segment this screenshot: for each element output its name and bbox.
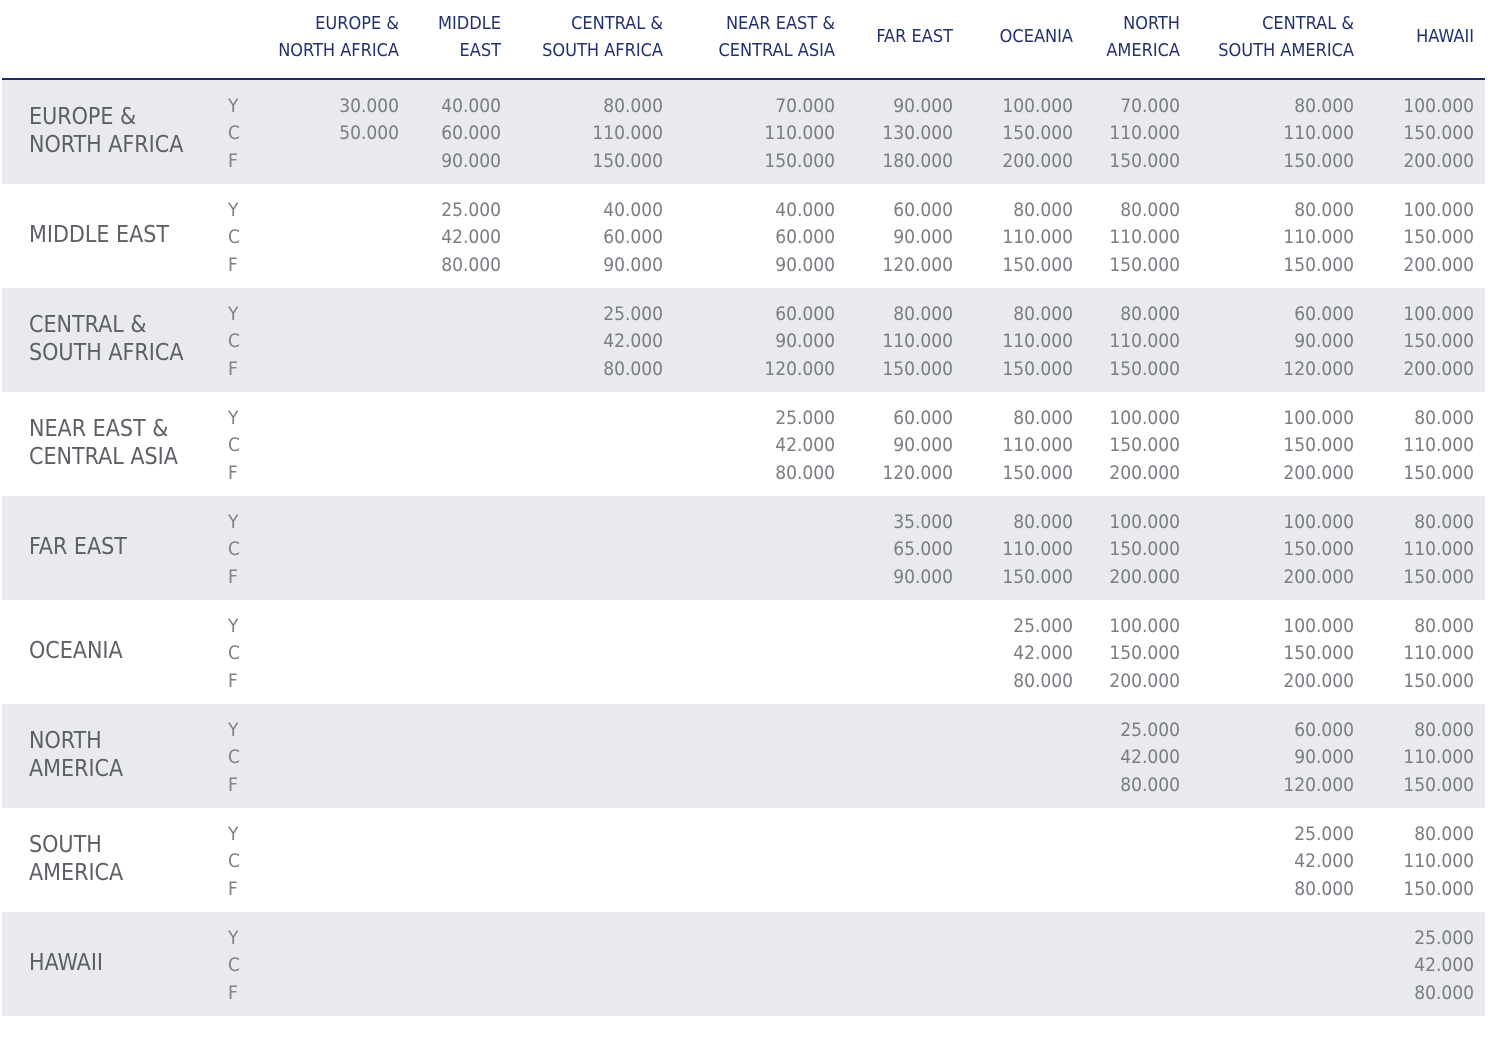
mileage-cell xyxy=(882,405,953,487)
class-code: Y xyxy=(228,511,239,533)
class-code: F xyxy=(228,877,238,900)
class-codes xyxy=(228,301,246,383)
mileage-value: 120.000 xyxy=(764,357,835,380)
class-codes xyxy=(228,509,246,591)
mileage-value: 80.000 xyxy=(775,461,835,484)
class-code: C xyxy=(228,122,240,145)
mileage-value: 100.000 xyxy=(1403,95,1474,117)
table-row xyxy=(2,392,1485,496)
mileage-cell xyxy=(1414,925,1474,1007)
mileage-value: 100.000 xyxy=(1283,407,1354,429)
region-label-line: EUROPE & xyxy=(29,104,137,130)
mileage-cell xyxy=(882,93,953,175)
mileage-value: 80.000 xyxy=(1120,773,1180,796)
mileage-value: 200.000 xyxy=(1283,669,1354,692)
mileage-value: 90.000 xyxy=(441,149,501,172)
region-label xyxy=(29,311,183,367)
mileage-cell xyxy=(1403,197,1474,279)
class-code: F xyxy=(228,461,238,484)
class-code: C xyxy=(228,642,240,665)
mileage-value: 80.000 xyxy=(1013,511,1073,533)
mileage-value: 80.000 xyxy=(1120,199,1180,221)
mileage-cell xyxy=(1283,613,1354,695)
column-header xyxy=(542,10,663,64)
mileage-value: 42.000 xyxy=(1013,642,1073,665)
class-code: F xyxy=(228,669,238,692)
mileage-cell xyxy=(893,509,953,591)
mileage-cell xyxy=(1109,301,1180,383)
mileage-cell xyxy=(1109,509,1180,591)
table-row xyxy=(2,80,1485,184)
region-label-line: FAR EAST xyxy=(29,534,127,560)
mileage-value: 90.000 xyxy=(603,253,663,276)
mileage-value: 150.000 xyxy=(1403,226,1474,249)
mileage-value: 150.000 xyxy=(1283,434,1354,457)
mileage-value: 150.000 xyxy=(1403,330,1474,353)
class-codes xyxy=(228,613,246,695)
mileage-value: 200.000 xyxy=(1109,461,1180,484)
mileage-cell xyxy=(1109,613,1180,695)
mileage-cell xyxy=(1283,197,1354,279)
mileage-cell xyxy=(1403,509,1474,591)
award-chart-table xyxy=(2,0,1485,1016)
mileage-value: 120.000 xyxy=(1283,773,1354,796)
region-label xyxy=(29,637,123,665)
mileage-value: 90.000 xyxy=(1294,746,1354,769)
mileage-value: 110.000 xyxy=(1403,850,1474,873)
mileage-cell xyxy=(1403,613,1474,695)
mileage-value: 200.000 xyxy=(1283,565,1354,588)
mileage-value: 65.000 xyxy=(893,538,953,561)
mileage-value: 60.000 xyxy=(893,407,953,429)
mileage-value: 150.000 xyxy=(764,149,835,172)
class-code: F xyxy=(228,773,238,796)
class-code: C xyxy=(228,954,240,977)
mileage-value: 80.000 xyxy=(1294,95,1354,117)
mileage-value: 70.000 xyxy=(1120,95,1180,117)
mileage-value: 25.000 xyxy=(1120,719,1180,741)
mileage-value: 110.000 xyxy=(1109,122,1180,145)
mileage-value: 60.000 xyxy=(1294,719,1354,741)
column-header-line: OCEANIA xyxy=(999,26,1073,47)
mileage-value: 60.000 xyxy=(893,199,953,221)
column-header xyxy=(278,10,399,64)
mileage-value: 42.000 xyxy=(603,330,663,353)
class-codes xyxy=(228,717,246,799)
mileage-value: 110.000 xyxy=(1002,226,1073,249)
class-code: Y xyxy=(228,199,239,221)
mileage-value: 150.000 xyxy=(1109,642,1180,665)
mileage-value: 150.000 xyxy=(592,149,663,172)
table-row xyxy=(2,808,1485,912)
mileage-value: 150.000 xyxy=(1283,538,1354,561)
mileage-value: 25.000 xyxy=(1013,615,1073,637)
region-label-line: MIDDLE EAST xyxy=(29,222,169,248)
mileage-value: 100.000 xyxy=(1109,615,1180,637)
mileage-value: 25.000 xyxy=(775,407,835,429)
mileage-cell xyxy=(1294,821,1354,903)
column-header xyxy=(1000,23,1073,50)
mileage-cell xyxy=(603,301,663,383)
region-label xyxy=(29,533,127,561)
mileage-value: 100.000 xyxy=(1002,95,1073,117)
mileage-value: 130.000 xyxy=(882,122,953,145)
mileage-value: 110.000 xyxy=(1002,538,1073,561)
mileage-value: 110.000 xyxy=(1403,538,1474,561)
mileage-value: 110.000 xyxy=(1283,122,1354,145)
mileage-value: 110.000 xyxy=(1002,330,1073,353)
mileage-value: 110.000 xyxy=(1002,434,1073,457)
mileage-value: 40.000 xyxy=(775,199,835,221)
mileage-value: 200.000 xyxy=(1403,357,1474,380)
mileage-cell xyxy=(1013,613,1073,695)
class-code: Y xyxy=(228,95,239,117)
class-code: F xyxy=(228,981,238,1004)
class-code: F xyxy=(228,149,238,172)
mileage-cell xyxy=(1403,405,1474,487)
mileage-value: 30.000 xyxy=(339,95,399,117)
column-header-line: EUROPE & xyxy=(315,13,399,34)
class-codes xyxy=(228,405,246,487)
column-header-line: NORTH xyxy=(1123,13,1180,34)
mileage-value: 90.000 xyxy=(775,330,835,353)
mileage-value: 80.000 xyxy=(603,357,663,380)
region-label-line: NORTH AFRICA xyxy=(29,132,184,158)
mileage-value: 150.000 xyxy=(1283,642,1354,665)
mileage-value: 80.000 xyxy=(1414,981,1474,1004)
class-code: Y xyxy=(228,823,239,845)
mileage-cell xyxy=(1283,509,1354,591)
mileage-value: 80.000 xyxy=(1013,669,1073,692)
mileage-value: 150.000 xyxy=(882,357,953,380)
class-code: Y xyxy=(228,303,239,325)
mileage-value: 70.000 xyxy=(775,95,835,117)
mileage-value: 80.000 xyxy=(1414,511,1474,533)
column-header xyxy=(1106,10,1180,64)
mileage-value: 150.000 xyxy=(1403,461,1474,484)
mileage-value: 100.000 xyxy=(1109,511,1180,533)
region-label-line: SOUTH xyxy=(29,832,102,858)
mileage-value: 50.000 xyxy=(339,122,399,145)
class-code: C xyxy=(228,226,240,249)
mileage-value: 42.000 xyxy=(441,226,501,249)
mileage-cell xyxy=(1109,405,1180,487)
mileage-value: 42.000 xyxy=(1414,954,1474,977)
region-label-line: HAWAII xyxy=(29,950,104,976)
mileage-cell xyxy=(441,93,501,175)
mileage-value: 80.000 xyxy=(1414,719,1474,741)
mileage-value: 90.000 xyxy=(775,253,835,276)
mileage-value: 60.000 xyxy=(1294,303,1354,325)
column-header-line: CENTRAL ASIA xyxy=(718,40,835,61)
mileage-value: 100.000 xyxy=(1283,615,1354,637)
mileage-cell xyxy=(1002,509,1073,591)
column-header-line: FAR EAST xyxy=(876,26,953,47)
mileage-cell xyxy=(1002,301,1073,383)
mileage-value: 180.000 xyxy=(882,149,953,172)
mileage-cell xyxy=(1403,301,1474,383)
column-header-line: MIDDLE xyxy=(438,13,501,34)
mileage-value: 150.000 xyxy=(1002,461,1073,484)
mileage-value: 80.000 xyxy=(1013,407,1073,429)
mileage-value: 25.000 xyxy=(1294,823,1354,845)
mileage-value: 42.000 xyxy=(775,434,835,457)
mileage-cell xyxy=(775,405,835,487)
mileage-value: 35.000 xyxy=(893,511,953,533)
mileage-value: 150.000 xyxy=(1403,773,1474,796)
region-label xyxy=(29,221,169,249)
mileage-value: 60.000 xyxy=(775,226,835,249)
table-row xyxy=(2,704,1485,808)
mileage-value: 80.000 xyxy=(1294,877,1354,900)
region-label xyxy=(29,415,178,471)
mileage-cell xyxy=(1283,405,1354,487)
mileage-value: 110.000 xyxy=(1403,434,1474,457)
mileage-value: 90.000 xyxy=(1294,330,1354,353)
mileage-value: 100.000 xyxy=(1403,199,1474,221)
mileage-value: 150.000 xyxy=(1283,253,1354,276)
column-header xyxy=(876,23,953,50)
mileage-value: 110.000 xyxy=(1109,330,1180,353)
mileage-value: 40.000 xyxy=(441,95,501,117)
mileage-value: 110.000 xyxy=(1109,226,1180,249)
mileage-value: 80.000 xyxy=(893,303,953,325)
mileage-value: 60.000 xyxy=(603,226,663,249)
mileage-value: 80.000 xyxy=(1414,823,1474,845)
class-codes xyxy=(228,925,246,1007)
mileage-cell xyxy=(882,197,953,279)
mileage-value: 150.000 xyxy=(1403,565,1474,588)
mileage-value: 42.000 xyxy=(1120,746,1180,769)
mileage-cell xyxy=(1109,197,1180,279)
mileage-value: 42.000 xyxy=(1294,850,1354,873)
region-label-line: CENTRAL & xyxy=(29,312,147,338)
mileage-value: 25.000 xyxy=(441,199,501,221)
mileage-value: 80.000 xyxy=(1414,615,1474,637)
mileage-value: 90.000 xyxy=(893,95,953,117)
mileage-cell xyxy=(1002,93,1073,175)
mileage-value: 110.000 xyxy=(592,122,663,145)
mileage-cell xyxy=(1283,301,1354,383)
class-codes xyxy=(228,821,246,903)
mileage-cell xyxy=(1109,93,1180,175)
mileage-value: 200.000 xyxy=(1109,669,1180,692)
mileage-value: 90.000 xyxy=(893,565,953,588)
mileage-value: 90.000 xyxy=(893,434,953,457)
mileage-cell xyxy=(775,197,835,279)
column-header-line: HAWAII xyxy=(1416,26,1474,47)
class-code: Y xyxy=(228,407,239,429)
column-header-line: EAST xyxy=(459,40,501,61)
mileage-value: 150.000 xyxy=(1109,434,1180,457)
mileage-value: 80.000 xyxy=(1013,199,1073,221)
mileage-value: 80.000 xyxy=(441,253,501,276)
class-code: C xyxy=(228,538,240,561)
column-header xyxy=(438,10,501,64)
table-row xyxy=(2,496,1485,600)
mileage-value: 150.000 xyxy=(1002,253,1073,276)
mileage-value: 150.000 xyxy=(1002,565,1073,588)
mileage-cell xyxy=(441,197,501,279)
mileage-value: 200.000 xyxy=(1403,149,1474,172)
table-header xyxy=(2,0,1485,80)
table-row xyxy=(2,288,1485,392)
class-code: Y xyxy=(228,927,239,949)
mileage-cell xyxy=(764,301,835,383)
mileage-value: 100.000 xyxy=(1283,511,1354,533)
region-label-line: NORTH xyxy=(29,728,102,754)
region-label xyxy=(29,949,103,977)
mileage-value: 150.000 xyxy=(1109,538,1180,561)
column-header-line: NEAR EAST & xyxy=(725,13,835,34)
mileage-value: 60.000 xyxy=(775,303,835,325)
region-label-line: CENTRAL ASIA xyxy=(29,444,178,470)
mileage-cell xyxy=(882,301,953,383)
mileage-value: 90.000 xyxy=(893,226,953,249)
mileage-value: 200.000 xyxy=(1283,461,1354,484)
mileage-value: 150.000 xyxy=(1002,122,1073,145)
class-code: C xyxy=(228,330,240,353)
mileage-cell xyxy=(1403,821,1474,903)
mileage-value: 150.000 xyxy=(1283,149,1354,172)
class-code: F xyxy=(228,253,238,276)
mileage-value: 110.000 xyxy=(882,330,953,353)
region-label xyxy=(29,831,123,887)
mileage-cell xyxy=(1002,405,1073,487)
column-header-line: AMERICA xyxy=(1106,40,1180,61)
table-row xyxy=(2,184,1485,288)
mileage-cell xyxy=(1120,717,1180,799)
mileage-cell xyxy=(1283,93,1354,175)
table-row xyxy=(2,912,1485,1016)
region-label-line: OCEANIA xyxy=(29,638,123,664)
mileage-value: 60.000 xyxy=(441,122,501,145)
mileage-cell xyxy=(603,197,663,279)
mileage-cell xyxy=(592,93,663,175)
class-code: C xyxy=(228,746,240,769)
column-header-line: SOUTH AFRICA xyxy=(542,40,663,61)
mileage-value: 200.000 xyxy=(1109,565,1180,588)
class-codes xyxy=(228,93,246,175)
region-label-line: SOUTH AFRICA xyxy=(29,340,184,366)
mileage-cell xyxy=(1002,197,1073,279)
mileage-value: 80.000 xyxy=(1013,303,1073,325)
mileage-value: 110.000 xyxy=(1403,746,1474,769)
class-code: C xyxy=(228,434,240,457)
mileage-value: 40.000 xyxy=(603,199,663,221)
column-header xyxy=(1416,23,1474,50)
mileage-value: 25.000 xyxy=(1414,927,1474,949)
mileage-value: 120.000 xyxy=(882,461,953,484)
mileage-cell xyxy=(1283,717,1354,799)
column-header-line: SOUTH AMERICA xyxy=(1218,40,1354,61)
class-code: Y xyxy=(228,719,239,741)
mileage-value: 150.000 xyxy=(1403,877,1474,900)
table-body xyxy=(2,80,1485,1016)
mileage-value: 150.000 xyxy=(1109,357,1180,380)
mileage-value: 120.000 xyxy=(882,253,953,276)
column-header xyxy=(1218,10,1354,64)
region-label-line: NEAR EAST & xyxy=(29,416,169,442)
class-code: C xyxy=(228,850,240,873)
mileage-value: 110.000 xyxy=(764,122,835,145)
mileage-cell xyxy=(339,93,399,175)
table-row xyxy=(2,600,1485,704)
mileage-cell xyxy=(764,93,835,175)
mileage-value: 100.000 xyxy=(1403,303,1474,325)
column-header-line: CENTRAL & xyxy=(1262,13,1354,34)
mileage-value: 80.000 xyxy=(1294,199,1354,221)
mileage-value: 150.000 xyxy=(1002,357,1073,380)
mileage-value: 80.000 xyxy=(603,95,663,117)
mileage-value: 150.000 xyxy=(1403,669,1474,692)
mileage-value: 150.000 xyxy=(1109,149,1180,172)
class-codes xyxy=(228,197,246,279)
column-header xyxy=(719,10,836,64)
mileage-value xyxy=(339,148,399,175)
mileage-value: 200.000 xyxy=(1403,253,1474,276)
mileage-value: 150.000 xyxy=(1403,122,1474,145)
mileage-value: 80.000 xyxy=(1120,303,1180,325)
mileage-cell xyxy=(1403,717,1474,799)
class-code: Y xyxy=(228,615,239,637)
region-label xyxy=(29,103,183,159)
mileage-value: 110.000 xyxy=(1283,226,1354,249)
class-code: F xyxy=(228,565,238,588)
mileage-value: 110.000 xyxy=(1403,642,1474,665)
class-code: F xyxy=(228,357,238,380)
region-label xyxy=(29,727,123,783)
region-label-line: AMERICA xyxy=(29,860,124,886)
mileage-value: 80.000 xyxy=(1414,407,1474,429)
mileage-value: 120.000 xyxy=(1283,357,1354,380)
mileage-value: 100.000 xyxy=(1109,407,1180,429)
mileage-value: 150.000 xyxy=(1109,253,1180,276)
column-header-line: NORTH AFRICA xyxy=(278,40,399,61)
mileage-value: 200.000 xyxy=(1002,149,1073,172)
region-label-line: AMERICA xyxy=(29,756,124,782)
mileage-cell xyxy=(1403,93,1474,175)
column-header-line: CENTRAL & xyxy=(571,13,663,34)
mileage-value: 25.000 xyxy=(603,303,663,325)
